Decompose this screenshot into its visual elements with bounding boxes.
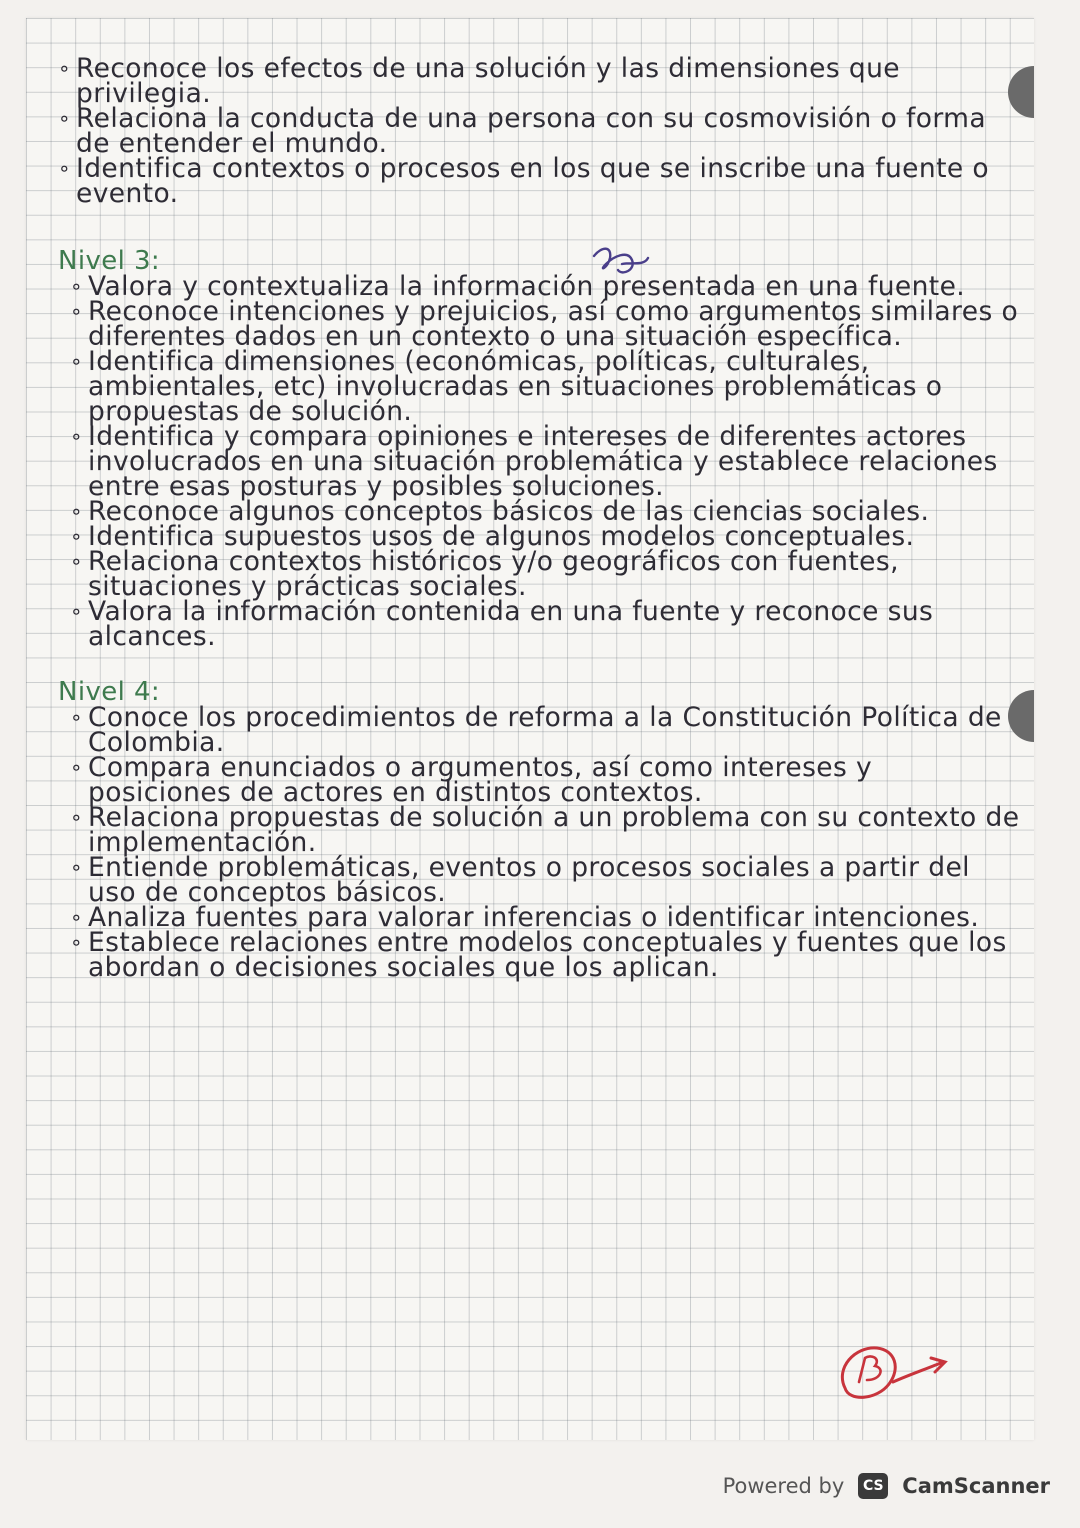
camscanner-watermark (723, 1468, 1050, 1504)
bullet-icon: ∘ (70, 499, 83, 523)
list-item: ∘ Conoce los procedimientos de reforma a la Constitución Política de Colombia. (70, 702, 1002, 758)
list-item: ∘ Reconoce intenciones y prejuicios, así como argumentos similares o diferentes dados en un contexto o una situación específica. (70, 296, 1019, 352)
bullet-icon: ∘ (58, 156, 71, 180)
list-item: ∘ Establece relaciones entre modelos conceptuales y fuentes que los abordan o decisiones sociales que los aplican. (70, 927, 1007, 983)
bullet-icon: ∘ (70, 599, 83, 623)
list-item: ∘ Identifica contextos o procesos en los que se inscribe una fuente o evento. (58, 153, 989, 209)
bullet-icon: ∘ (58, 106, 71, 130)
camscanner-brand-label: CamScanner (902, 1474, 1050, 1498)
bullet-icon: ∘ (70, 349, 83, 373)
bullet-icon: ∘ (58, 56, 71, 80)
list-item: ∘ Identifica dimensiones (económicas, políticas, culturales, ambientales, etc) involucradas en situaciones problemáticas o propuestas de solución. (70, 346, 943, 427)
list-item: ∘ Relaciona contextos históricos y/o geográficos con fuentes, situaciones y prácticas sociales. (70, 546, 899, 602)
list-item: ∘ Reconoce los efectos de una solución y las dimensiones que privilegia. (58, 53, 900, 109)
list-item: ∘ Reconoce algunos conceptos básicos de las ciencias sociales. (70, 496, 930, 527)
notes-content (58, 53, 1020, 983)
nivel-3-section (58, 246, 1020, 652)
bullet-icon: ∘ (70, 905, 83, 929)
bullet-icon: ∘ (70, 805, 83, 829)
list-item: ∘ Compara enunciados o argumentos, así como intereses y posiciones de actores en distintos contextos. (70, 752, 873, 808)
red-seal-signature-icon (815, 1318, 965, 1418)
list-item: ∘ Valora y contextualiza la información presentada en una fuente. (70, 271, 966, 302)
bullet-icon: ∘ (70, 549, 83, 573)
list-item: ∘ Identifica supuestos usos de algunos modelos conceptuales. (70, 521, 915, 552)
bullet-icon: ∘ (70, 705, 83, 729)
bullet-icon: ∘ (70, 524, 83, 548)
nivel-3-heading: Nivel 3: (58, 246, 161, 276)
list-item: ∘ Analiza fuentes para valorar inferencias o identificar intenciones. (70, 902, 980, 933)
bullet-icon: ∘ (70, 274, 83, 298)
bullet-icon: ∘ (70, 424, 83, 448)
bullet-icon: ∘ (70, 755, 83, 779)
nivel-4-section (58, 677, 1020, 983)
list-item: ∘ Identifica y compara opiniones e intereses de diferentes actores involucrados en una situación problemática y establece relaciones entre esas posturas y posibles soluciones. (70, 421, 998, 502)
nivel-4-heading: Nivel 4: (58, 677, 161, 707)
bullet-icon: ∘ (70, 855, 83, 879)
bullet-icon: ∘ (70, 930, 83, 954)
intro-list (58, 53, 1020, 209)
list-item: ∘ Entiende problemáticas, eventos o procesos sociales a partir del uso de conceptos básicos. (70, 852, 970, 908)
list-item: ∘ Relaciona propuestas de solución a un problema con su contexto de implementación. (70, 802, 1020, 858)
list-item: ∘ Valora la información contenida en una fuente y reconoce sus alcances. (70, 596, 934, 652)
powered-by-label: Powered by (722, 1474, 845, 1498)
bullet-icon: ∘ (70, 299, 83, 323)
camscanner-logo-icon: CS (858, 1473, 888, 1499)
list-item: ∘ Relaciona la conducta de una persona con su cosmovisión o forma de entender el mundo. (58, 103, 987, 159)
